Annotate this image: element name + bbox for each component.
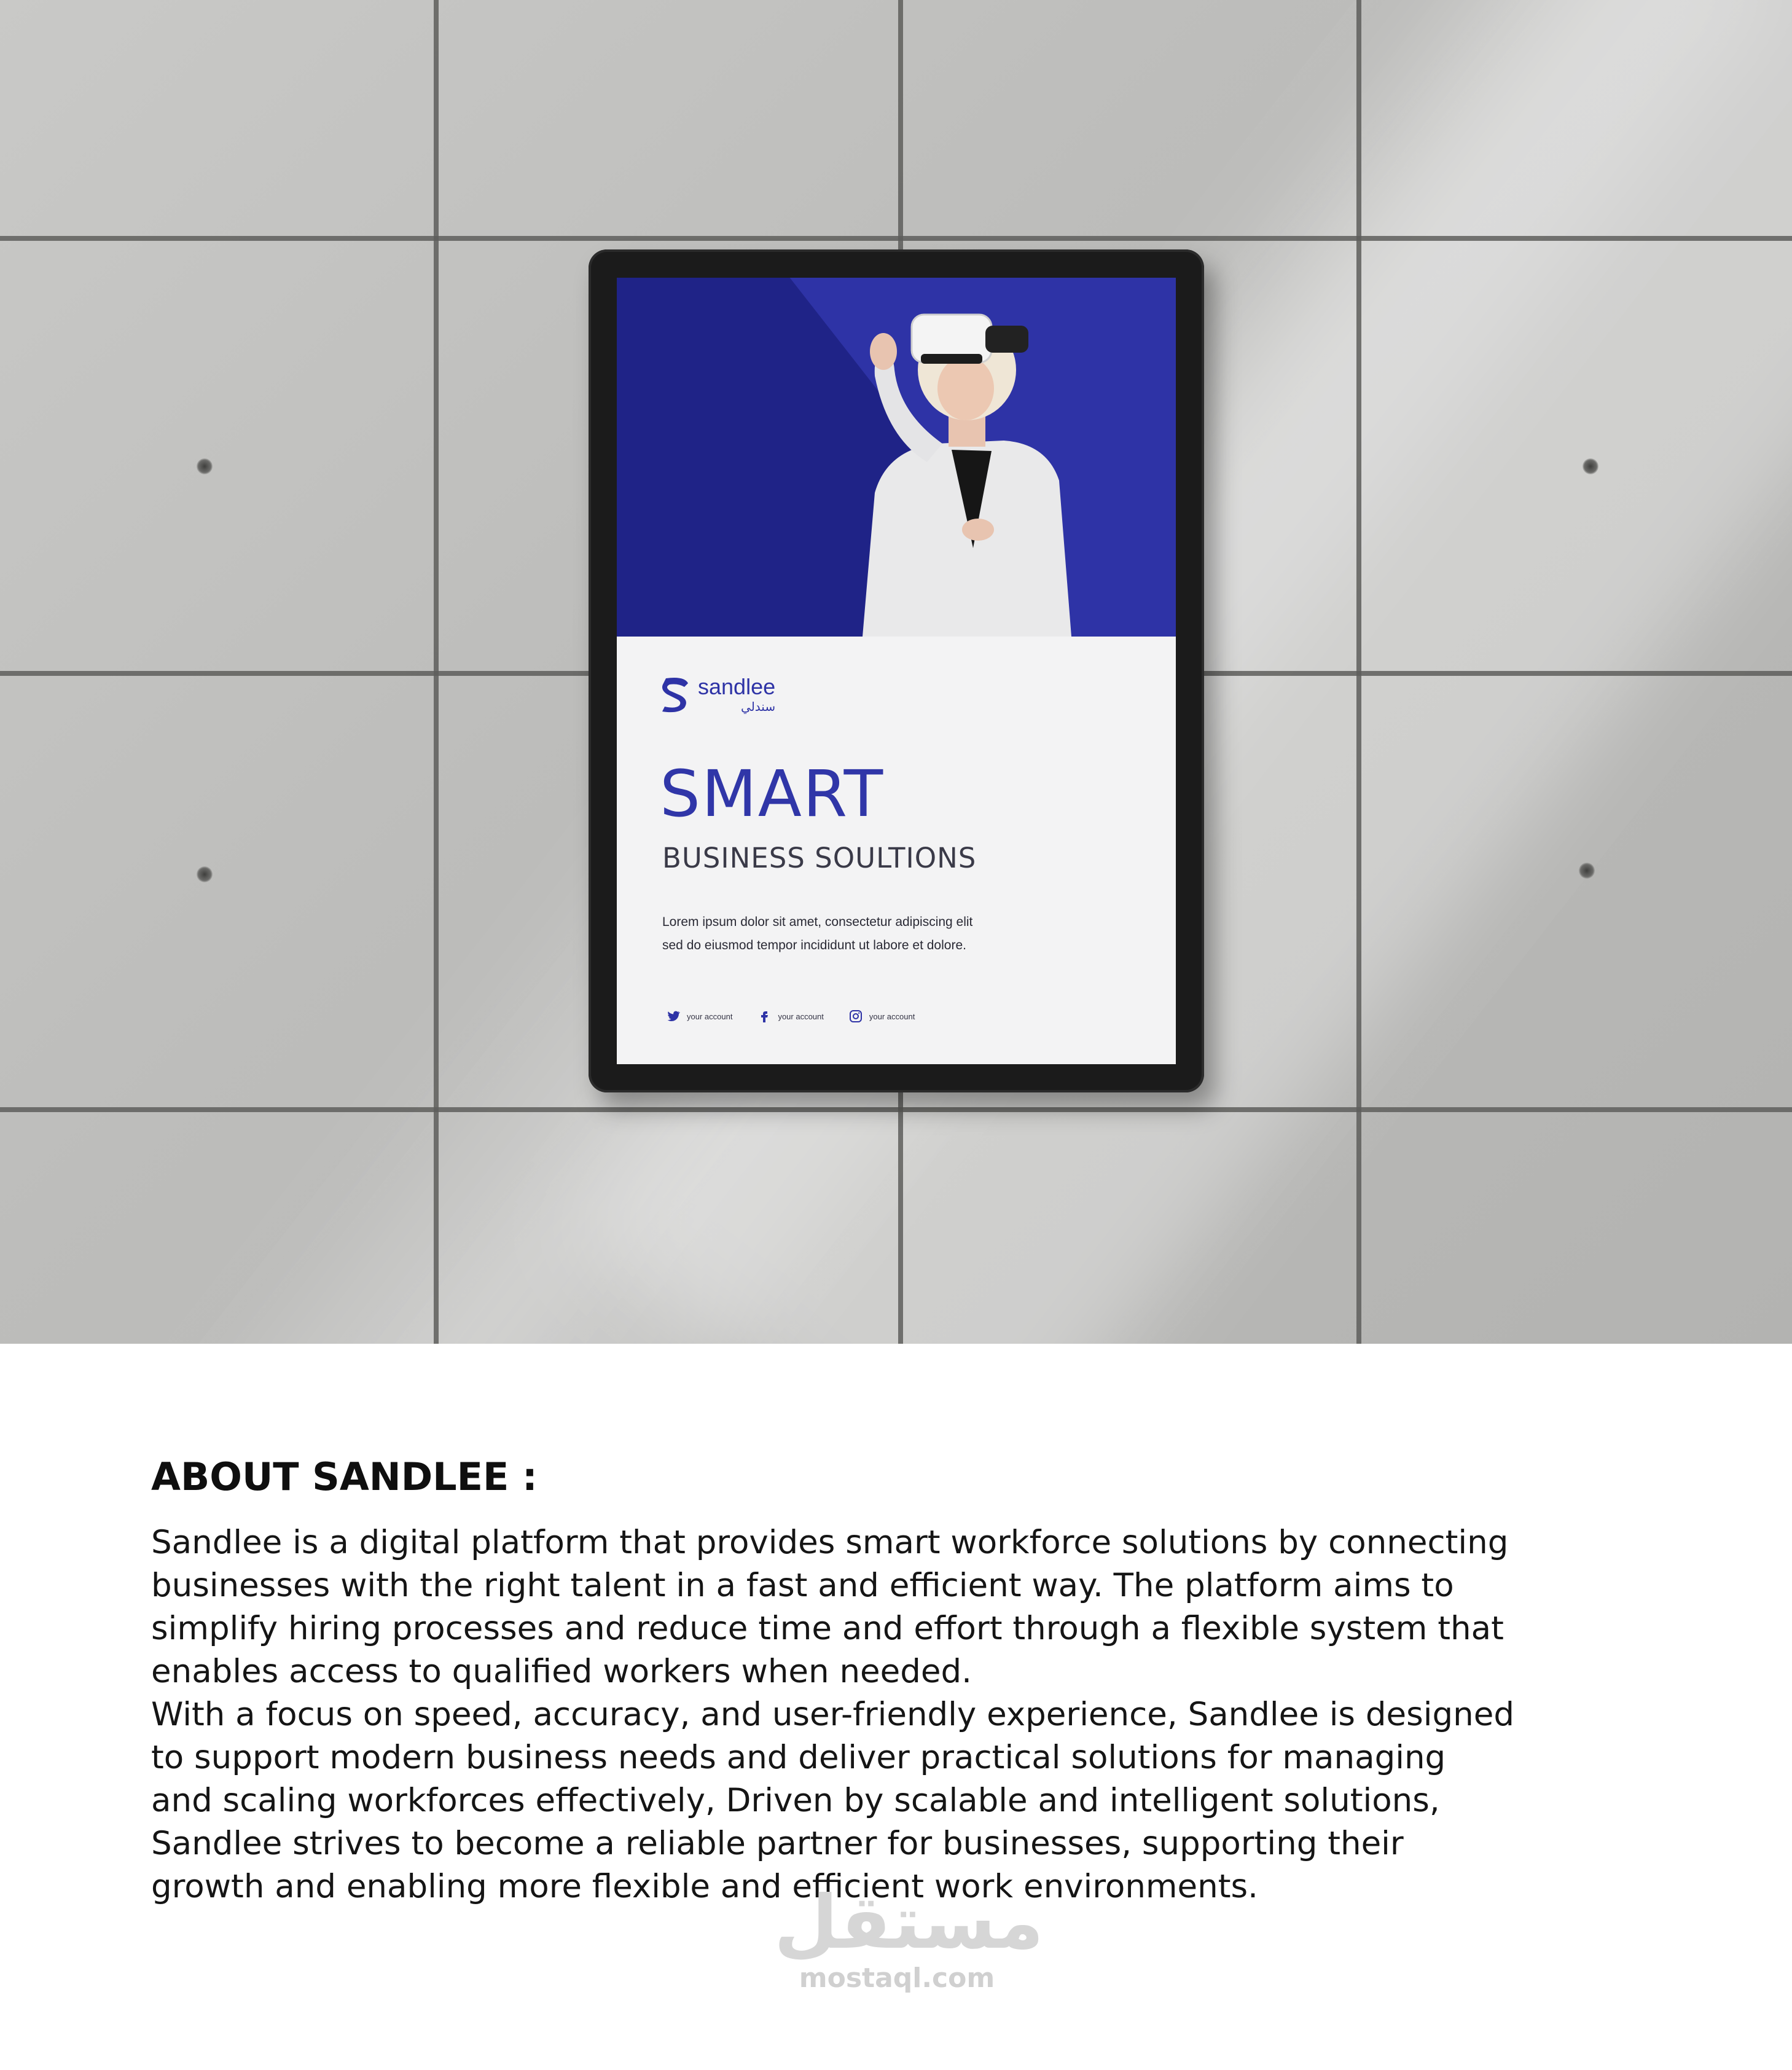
social-twitter [666,1009,732,1024]
poster-body-text [662,911,1141,957]
about-line: businesses with the right talent in a fast and efficient way. The platform aims to [151,1567,1454,1605]
about-line: Sandlee strives to become a reliable partner for businesses, supporting their [151,1825,1404,1863]
social-facebook [757,1009,823,1024]
instagram-icon [848,1009,863,1024]
poster-subtitle: BUSINESS SOULTIONS [662,842,977,874]
watermark-url: mostaql.com [799,1962,995,1994]
about-section [151,1456,1632,1908]
social-label: your account [778,1011,824,1021]
poster [617,278,1176,1064]
wall-tie-hole [197,458,213,474]
brand-name: sandlee [698,674,776,699]
vr-headset-person-image [820,290,1090,637]
wall-tie-hole [1579,863,1595,879]
poster-body-line: sed do eiusmod tempor incididunt ut labore et dolore. [662,938,966,952]
watermark-logo: مستقل [774,1880,1044,1966]
poster-body-line: Lorem ipsum dolor sit amet, consectetur adipiscing elit [662,915,973,929]
social-label: your account [869,1011,915,1021]
social-instagram [848,1009,915,1024]
wall-panel-joint [0,236,1792,241]
about-line: growth and enabling more flexible and efficient work environments. [151,1868,1258,1906]
sandlee-logo-icon [660,676,691,714]
about-line: enables access to qualified workers when needed. [151,1653,972,1691]
facebook-icon [757,1009,772,1024]
brand-logo [660,676,775,714]
about-paragraph [151,1521,1632,1908]
social-links [666,1009,915,1024]
brand-name-arabic: سندلي [741,699,776,714]
mostaql-watermark [774,1880,1044,1994]
about-line: With a focus on speed, accuracy, and user-friendly experience, Sandlee is designed [151,1696,1514,1734]
about-line: simplify hiring processes and reduce time and effort through a flexible system that [151,1610,1504,1648]
about-heading: ABOUT SANDLEE : [151,1454,538,1499]
poster-hero-image [617,278,1176,637]
wall-tie-hole [197,866,213,882]
twitter-icon [666,1009,681,1024]
about-line: Sandlee is a digital platform that provides smart workforce solutions by connecting [151,1524,1509,1562]
social-label: your account [687,1011,733,1021]
about-line: and scaling workforces effectively, Driven by scalable and intelligent solutions, [151,1782,1440,1820]
wall-panel-joint [0,1107,1792,1112]
poster-title: SMART [660,756,885,831]
about-line: to support modern business needs and deliver practical solutions for managing [151,1739,1446,1777]
wall-tie-hole [1583,458,1598,474]
